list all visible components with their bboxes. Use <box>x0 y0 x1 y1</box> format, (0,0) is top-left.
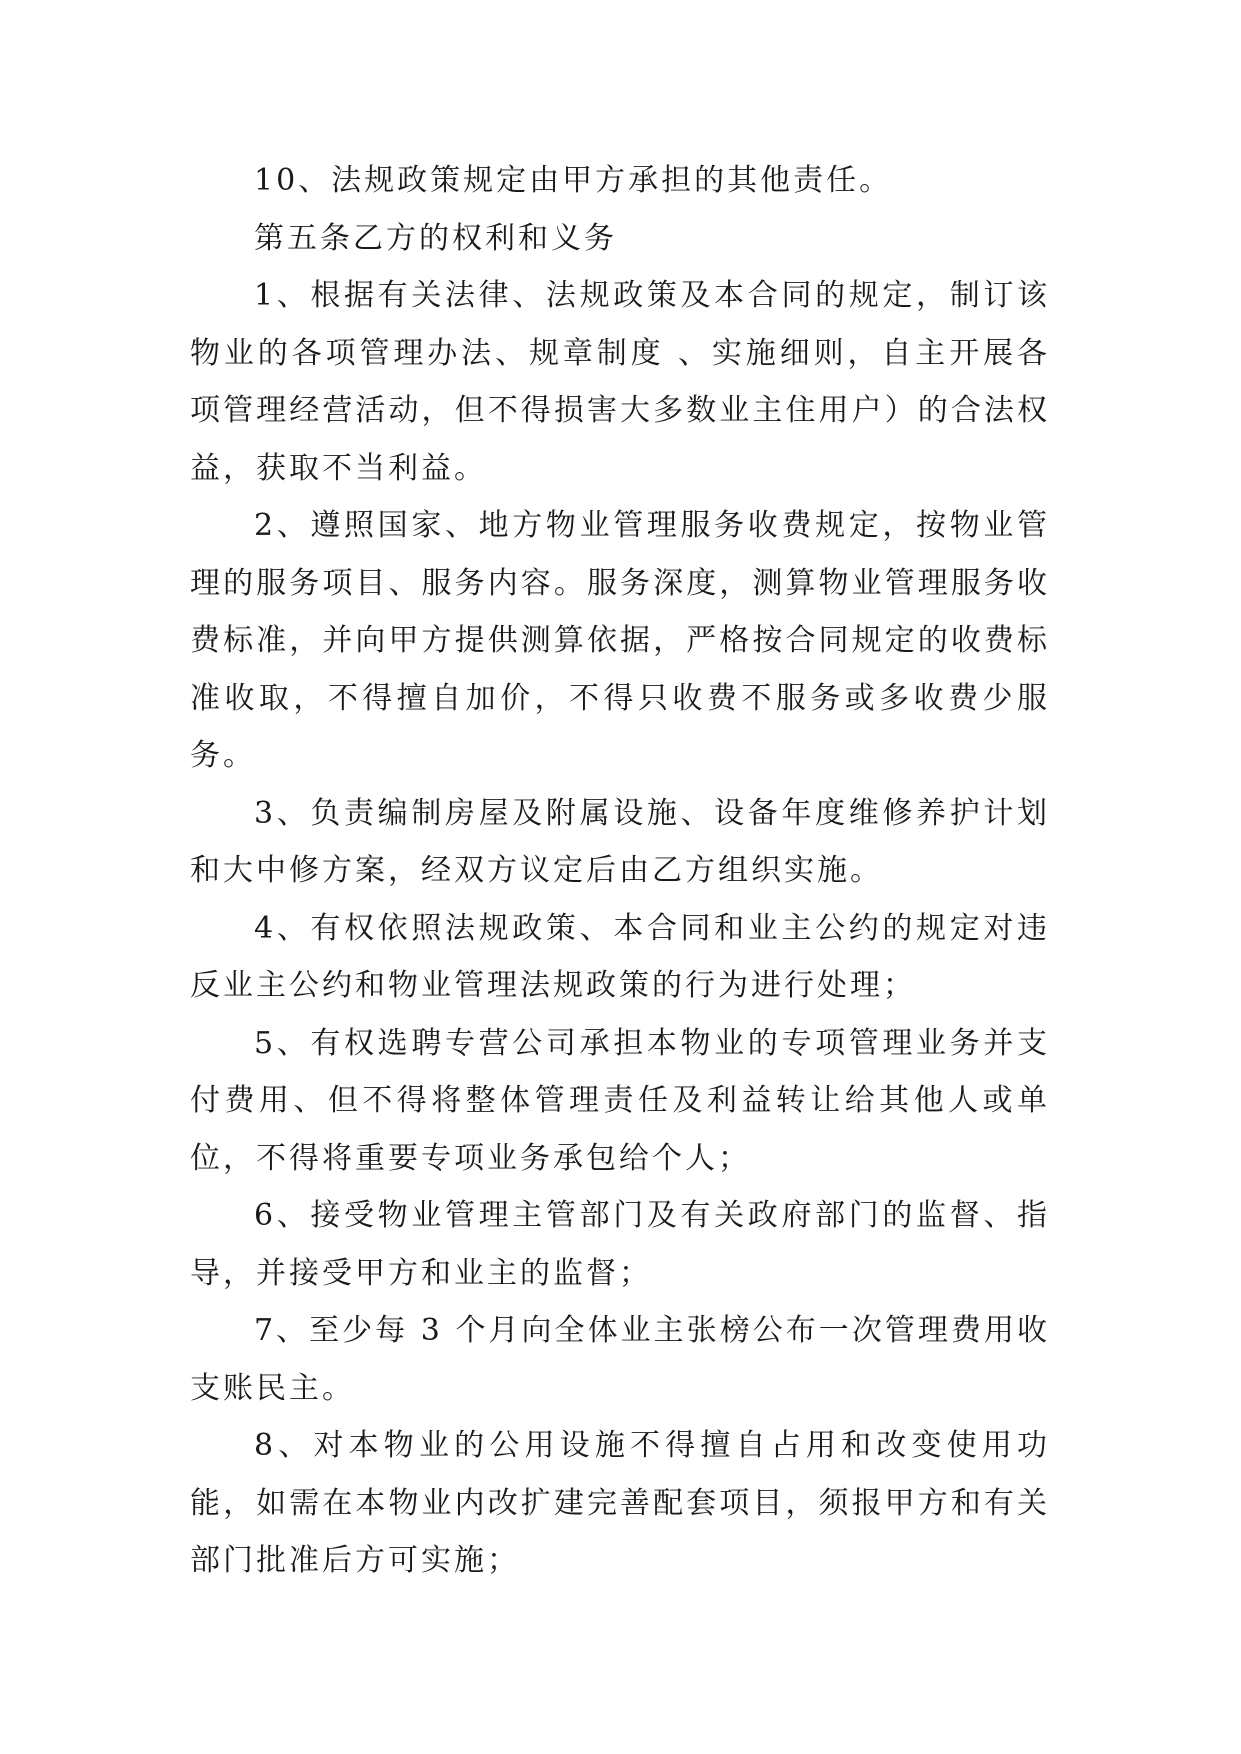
section-heading-article-5: 第五条乙方的权利和义务 <box>254 220 617 256</box>
paragraph-item-5: 5、有权选聘专营公司承担本物业的专项管理业务并支付费用、但不得将整体管理责任及利益转让给其他人或单位，不得将重要专项业务承包给个人； <box>190 1025 1050 1176</box>
paragraph-item-7: 7、至少每 3 个月向全体业主张榜公布一次管理费用收支账民主。 <box>190 1313 1050 1406</box>
paragraph-item-10: 10、法规政策规定由甲方承担的其他责任。 <box>254 163 893 198</box>
paragraph-item-6: 6、接受物业管理主管部门及有关政府部门的监督、指导，并接受甲方和业主的监督； <box>190 1198 1050 1291</box>
document-body <box>190 152 1050 1590</box>
paragraph-item-4: 4、有权依照法规政策、本合同和业主公约的规定对违反业主公约和物业管理法规政策的行为进行处理； <box>190 910 1050 1003</box>
paragraph-item-2: 2、遵照国家、地方物业管理服务收费规定，按物业管理的服务项目、服务内容。服务深度，测算物业管理服务收费标准，并向甲方提供测算依据，严格按合同规定的收费标准收取，不得擅自加价，不得只收费不服务或多收费少服务。 <box>190 508 1050 773</box>
paragraph-item-3: 3、负责编制房屋及附属设施、设备年度维修养护计划和大中修方案，经双方议定后由乙方组织实施。 <box>190 795 1050 888</box>
paragraph-item-8: 8、对本物业的公用设施不得擅自占用和改变使用功能，如需在本物业内改扩建完善配套项目，须报甲方和有关部门批准后方可实施； <box>190 1428 1050 1578</box>
paragraph-item-1: 1、根据有关法律、法规政策及本合同的规定，制订该物业的各项管理办法、规章制度 、实施细则，自主开展各项管理经营活动，但不得损害大多数业主住用户）的合法权益，获取不当利益。 <box>190 278 1050 486</box>
